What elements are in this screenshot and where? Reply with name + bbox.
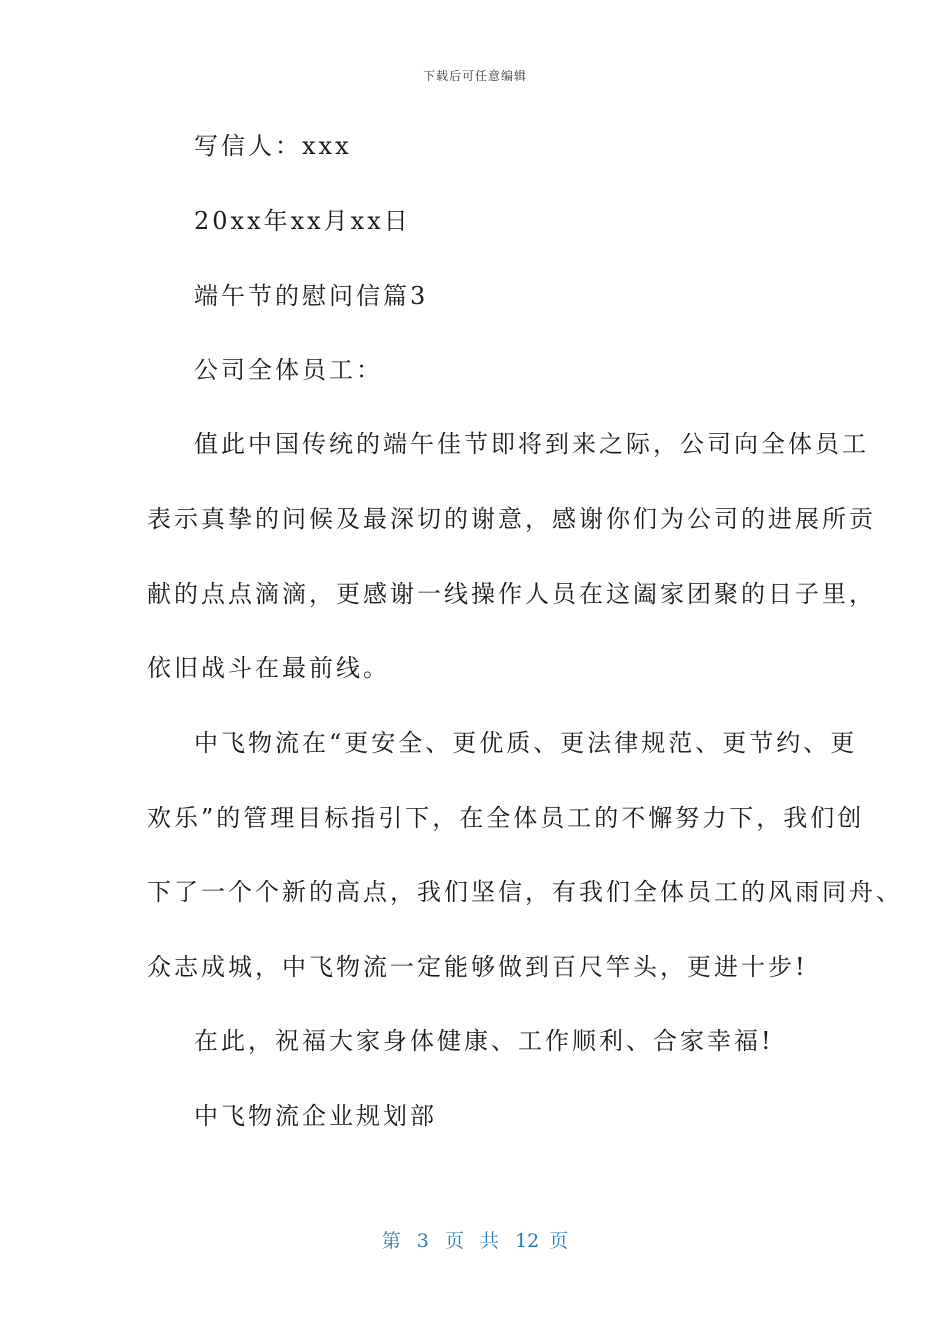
- page-header-note: 下载后可任意编辑: [422, 69, 527, 83]
- current-page-number: 3: [416, 1230, 429, 1252]
- paragraph-2-line-1: 中飞物流在“更安全、更优质、更法律规范、更节约、更: [194, 729, 858, 757]
- footer-suffix: 页: [549, 1230, 569, 1252]
- footer-page-word: 页: [444, 1230, 464, 1252]
- letter-date-line: 20xx年xx月xx日: [194, 207, 411, 235]
- total-page-count: 12: [515, 1230, 540, 1252]
- paragraph-1-line-2: 表示真挚的问候及最深切的谢意，感谢你们为公司的进展所贡: [147, 505, 876, 533]
- paragraph-2-line-2: 欢乐”的管理目标指引下，在全体员工的不懈努力下，我们创: [147, 804, 865, 832]
- salutation: 公司全体员工：: [194, 356, 383, 384]
- closing-wishes: 在此，祝福大家身体健康、工作顺利、合家幸福!: [194, 1027, 774, 1055]
- paragraph-2-line-3: 下了一个个新的高点，我们坚信，有我们全体员工的风雨同舟、: [147, 878, 903, 906]
- paragraph-1-line-4: 依旧战斗在最前线。: [147, 654, 390, 682]
- section-title: 端午节的慰问信篇3: [194, 282, 429, 310]
- paragraph-2-line-4: 众志成城，中飞物流一定能够做到百尺竿头，更进十步!: [147, 953, 808, 981]
- paragraph-1-line-3: 献的点点滴滴，更感谢一线操作人员在这阖家团聚的日子里，: [147, 580, 876, 608]
- letter-writer-line: 写信人：xxx: [194, 132, 352, 160]
- footer-prefix: 第: [381, 1230, 401, 1252]
- paragraph-1-line-1: 值此中国传统的端午佳节即将到来之际，公司向全体员工: [194, 430, 869, 458]
- signature-department: 中飞物流企业规划部: [194, 1102, 437, 1130]
- page-number-footer: [0, 1226, 950, 1253]
- footer-total-word: 共: [480, 1230, 500, 1252]
